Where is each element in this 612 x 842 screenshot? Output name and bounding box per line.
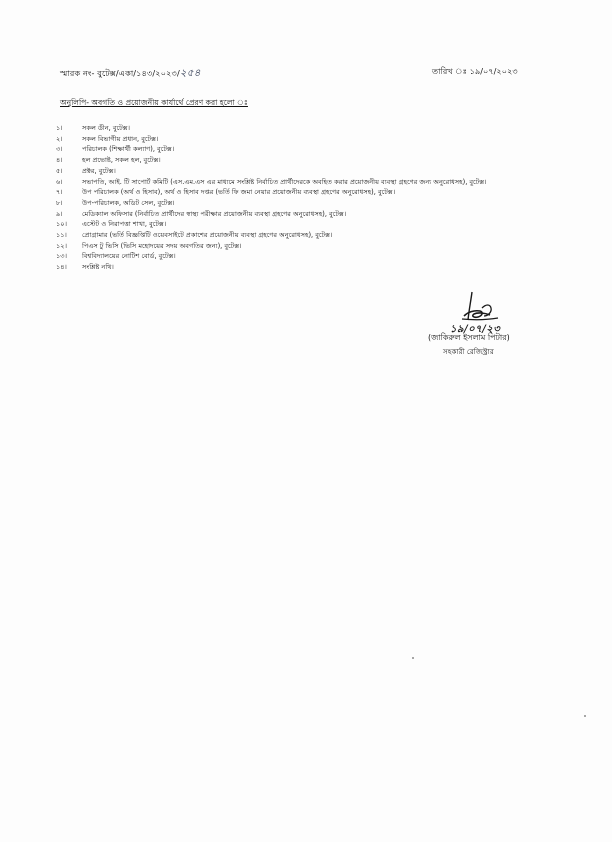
signature-handwritten-date: ১৯/০৭/২৩ [450, 324, 501, 335]
signatory-title: সহকারী রেজিস্ট্রার [443, 347, 494, 356]
list-item-number: ১৪। [56, 263, 67, 272]
memo-date: তারিখ ঃ ১৯/০৭/২০২৩ [432, 66, 518, 76]
list-item [56, 155, 536, 166]
list-item-text: প্রোগ্রামার (ভর্তি বিজ্ঞপ্তিটি ওয়েবসাইটে প্রকাশের প্রয়োজনীয় ব্যবস্থা গ্রহণের অনুরোধসহ), বুটেক্স। [82, 231, 333, 240]
list-item-number: ৮। [56, 198, 63, 207]
list-item-number: ৫। [56, 166, 63, 175]
scan-speck [584, 715, 586, 717]
list-item-number: ১২। [56, 241, 67, 250]
list-item-text: উপ-পরিচালক, অডিট সেল, বুটেক্স। [82, 198, 175, 207]
list-item-number: ২। [56, 134, 63, 143]
list-item-number: ১০। [56, 220, 67, 229]
list-item-text: উপ পরিচালক (অর্থ ও হিসাব), অর্থ ও হিসাব দপ্তর (ভর্তি ফি জমা নেয়ার প্রয়োজনীয় ব্যবস্থা গ্রহণের অনুরোধসহ), বুটেক্স। [82, 188, 396, 197]
recipient-list [56, 123, 536, 273]
list-item-text: পরিচালক (শিক্ষার্থী কল্যাণ), বুটেক্স। [82, 145, 175, 154]
list-item [56, 144, 536, 155]
memo-reference-handwritten-number: ২৫৪ [179, 68, 201, 79]
memo-reference-prefix: স্মারক নং- বুটেক্স/একা/১৪৩/২০২৩/ [60, 68, 180, 78]
list-item-number: ৪। [56, 156, 63, 165]
scan-speck [412, 657, 414, 659]
list-item-number: ১৩। [56, 252, 67, 261]
list-item [56, 209, 536, 220]
list-item-number: ৬। [56, 177, 63, 186]
list-item-text: হল প্রভোষ্ট, সকল হল, বুটেক্স। [82, 156, 161, 165]
list-item-number: ৭। [56, 188, 63, 197]
list-item-number: ৩। [56, 145, 63, 154]
list-item-text: সংশ্লিষ্ট নথি। [82, 263, 114, 272]
list-item [56, 241, 536, 252]
list-item-number: ৯। [56, 209, 63, 218]
list-item-text: সভাপতি, আই. টি সাপোর্ট কমিটি (এস.এম.এস এর মাধ্যমে সংশ্লিষ্ট নির্বাচিত প্রার্থীদেরকে অবহিত করার প্রয়োজনীয় ব্যবস্থা গ্রহণের জন্য অনুরোধসহ), বুটেক্স। [82, 177, 487, 186]
list-item-text: পিএস টু ভিসি (ভিসি মহোদয়ের সদয় অবগতির জন্য), বুটেক্স। [82, 241, 242, 250]
list-item-text: বিশ্ববিদ্যালয়ের নোটিশ বোর্ড, বুটেক্স। [82, 252, 176, 261]
list-item [56, 251, 536, 262]
list-item-text: সকল বিভাগীয় প্রধান, বুটেক্স। [82, 134, 159, 143]
list-item-text: প্রক্টর, বুটেক্স। [82, 166, 116, 175]
list-item-number: ১১। [56, 231, 67, 240]
memo-reference [60, 66, 201, 83]
list-item [56, 198, 536, 209]
signature-block [402, 290, 552, 370]
list-item [56, 219, 536, 230]
list-item [56, 123, 536, 134]
list-item-text: এস্টেট ও নিরাপত্তা শাখা, বুটেক্স। [82, 220, 167, 229]
list-item-text: মেডিক্যাল অফিসার (নির্বাচিত প্রার্থীদের স্বাস্থ্য পরীক্ষার প্রয়োজনীয় ব্যবস্থা গ্রহণের অনুরোধসহ), বুটেক্স। [82, 209, 347, 218]
list-item [56, 177, 536, 188]
signatory-name: (জাকিরুল ইসলাম পিটার) [428, 333, 510, 342]
list-item [56, 134, 536, 145]
list-item [56, 187, 536, 198]
copy-distribution-heading: অনুলিপি- অবগতি ও প্রয়োজনীয় কার্যার্থে প্রেরণ করা হলো ঃ [60, 98, 248, 107]
list-item [56, 262, 536, 273]
list-item [56, 166, 536, 177]
list-item-text: সকল ডীন, বুটেক্স। [82, 124, 130, 132]
list-item [56, 230, 536, 241]
list-item-number: ১। [56, 124, 63, 132]
